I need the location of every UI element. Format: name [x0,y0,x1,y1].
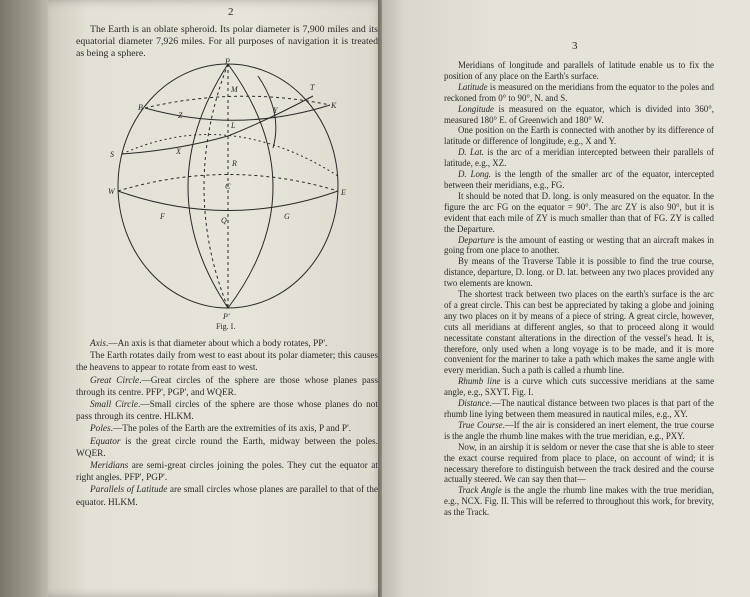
term: Poles [90,424,111,435]
label-Z: Z [178,111,183,120]
right-page [382,0,750,597]
paragraph [76,484,378,508]
great-circle-back [122,134,338,176]
label-R: R [232,159,237,168]
paragraph [444,376,714,398]
paragraph [444,104,714,126]
paragraph-text: is measured on the equator, which is divided into 360°, measured 180° E. of Greenwich and 180° W. [444,103,714,125]
paragraph [76,460,378,484]
paragraph-text: are small circles whose planes are parallel to that of the equator. HLKM. [76,485,378,508]
paragraph [76,350,378,374]
paragraph-text: is the great circle round the Earth, midway between the poles. WQER. [76,436,378,459]
paragraph-text: Meridians of longitude and parallels of latitude enable us to fix the position of any place on the Earth's surface. [444,60,714,81]
meridian-pgp [228,64,273,308]
page-number: 3 [572,40,578,52]
paragraph-text: .—If the air is considered an inert element, the true course is the angle the rhumb line makes with the true meridian, e.g., PXY. [444,419,714,441]
parallel-front [145,105,330,120]
term: D. Long. [458,169,491,180]
paragraph-text: is the amount of easting or westing that an aircraft makes in going from one place to another. [444,234,714,256]
paragraph [444,147,714,169]
label-K: K [331,101,337,110]
figure-caption: Fig. I. [216,322,236,331]
term: D. Lat. [458,147,485,158]
label-E: E [341,188,346,197]
paragraph-text: It should be noted that D. long. is only measured on the equator. In the figure the arc FG on the equator = 90°. The arc ZY is also 90°, but it is evident that each mile of ZY is much smaller than that of FG. ZY is called the Departure. [444,190,714,234]
paragraph [76,423,378,435]
paragraph-text: Now, in an airship it is seldom or never the case that she is able to steer the exact course required from place to place, on account of wind; it is necessary therefore to distinguish between the track desired and the course actually steered. We can say then that— [444,441,714,485]
paragraph [444,256,714,289]
paragraph-text: is the angle the rhumb line makes with the true meridian, e.g., NCX. Fig. II. This will be referred to throughout this work, for brevity, as the Track. [444,485,714,518]
paragraph [76,338,378,350]
term: True Course [458,419,503,430]
term: Latitude [458,81,488,92]
paragraph [444,235,714,257]
paragraph-text: .—The nautical distance between two places is that part of the rhumb line lying between them measured in nautical miles, e.g., XY. [444,398,714,419]
paragraph-text: are semi-great circles joining the poles. They cut the equator at right angles. PFP', PGP'. [76,461,378,484]
paragraph [444,398,714,420]
label-Q: Q [221,216,227,225]
left-page [48,0,386,597]
term: Longitude [458,103,494,114]
label-B: B [138,103,143,112]
book-edge [0,0,48,597]
term: Equator [90,436,121,447]
label-P: P [225,58,230,66]
term: Meridians [90,461,129,472]
paragraph [444,485,714,518]
paragraph [444,82,714,104]
rhumb-line [122,96,313,154]
paragraph [76,375,378,399]
label-P-prime: P' [223,312,230,320]
label-X: X [176,147,181,156]
paragraph [444,420,714,442]
paragraph-text: The Earth rotates daily from west to east about its polar diameter; this causes the heavens to appear to rotate from east to west. [76,351,378,374]
paragraph [444,60,714,82]
label-T: T [310,83,315,92]
paragraph [444,191,714,235]
meridian-pfp [188,64,228,308]
term: Axis [90,339,107,349]
paragraph-text: .—An axis is that diameter about which a body rotates, PP'. [106,339,328,349]
paragraph-text: .—The poles of the Earth are the extremities of its axis, P and P'. [110,424,352,435]
term: Parallels of Latitude [90,485,168,496]
paragraph-list [444,60,714,518]
equator-front [118,191,338,211]
term: Rhumb line [458,376,501,387]
term: Small Circle [90,400,139,411]
paragraph-text: is the arc of a meridian intercepted between their parallels of latitude, e.g., XZ. [444,147,714,169]
label-S: S [110,150,114,159]
paragraph [76,399,378,423]
paragraph-text: is a curve which cuts successive meridians at the same angle, e.g., SXYT. Fig. I. [444,376,715,398]
label-L: L [231,121,236,130]
paragraph [444,169,714,191]
intro-paragraph [76,24,378,60]
label-Y: Y [273,106,278,115]
paragraph-text: .—Small circles of the sphere are those whose planes do not pass through its centre. HLKM. [76,400,378,423]
label-C: C [225,182,231,191]
paragraph-text: is measured on the meridians from the equator to the poles and reckoned from 0° to 90°, N. and S. [444,81,714,103]
paragraph [76,436,378,460]
label-M: M [231,85,238,94]
paragraph-text: One position on the Earth is connected with another by its difference of latitude or difference of longitude, e.g., X and Y. [444,125,714,147]
term: Great Circle [90,375,140,386]
intro-text: The Earth is an oblate spheroid. Its polar diameter is 7,900 miles and its equatorial diameter 7,926 miles. For all purposes of navigation it is treated as being a sphere. [76,24,378,59]
globe-figure [108,58,358,320]
term: Track Angle [458,485,502,496]
paragraph-text: By means of the Traverse Table it is possible to find the true course, distance, departure, D. long. or D. lat. between any two places provided any two elements are known. [444,256,714,289]
paragraph-text: is the length of the smaller arc of the equator, intercepted between their meridians, e.g., FG. [444,169,714,190]
paragraph-text: .—Great circles of the sphere are those whose planes pass through its centre. PFP', PGP', and WQER. [76,375,378,398]
label-F: F [160,212,165,221]
definitions-list [76,338,378,509]
label-W: W [108,187,115,196]
paragraph [444,289,714,376]
term: Departure [458,234,495,245]
paragraph [444,442,714,486]
page-number: 2 [228,6,234,18]
term: Distance [458,398,490,409]
paragraph [444,125,714,147]
label-G: G [284,212,290,221]
paragraph-text: The shortest track between two places on the earth's surface is the arc of a great circle. This can best be appreciated by taking a globe and joining any two places on it by means of a piece of string. A great circle, however, cuts all meridians at different angles, so that to proceed along it would necessitate constant alterations in the direction of the vessel's head. It is, therefore, only used when a long voyage is to be made, and it is more convenient for the mariner to take a path which makes the same angle with every meridian. Such a path is called a rhumb line. [444,289,714,376]
